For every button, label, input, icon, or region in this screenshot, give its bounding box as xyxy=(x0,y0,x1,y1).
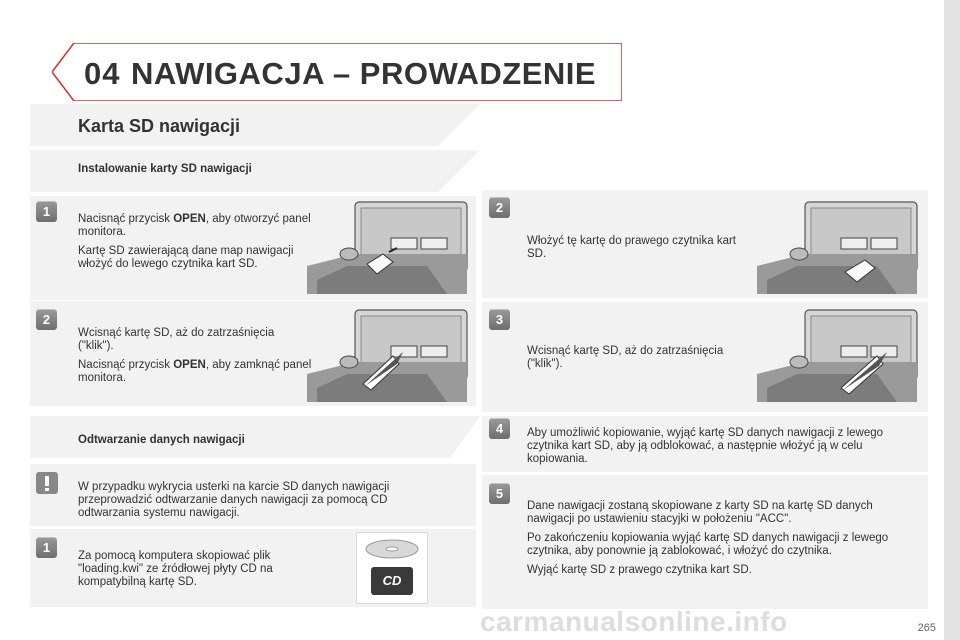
sd-push-right-illustration xyxy=(757,306,922,404)
install-step-2-text: Wcisnąć kartę SD, aż do zatrzaśnięcia ("klik"). Nacisnąć przycisk OPEN, aby zamknąć panel monitora. xyxy=(78,327,312,384)
copy-step-5-text: Dane nawigacji zostaną skopiowane z karty SD na kartę SD danych nawigacji po ustawieniu stacyjki w położeniu "ACC". Po zakończeniu kopiowania wyjąć kartę SD danych nawigacji z lewego czytnika, aby ponownie ją zablokować, i włożyć do czytnika. Wyjąć kartę SD z prawego czytnika kart SD. xyxy=(527,500,889,576)
step-2-badge: 2 xyxy=(36,309,57,330)
side-tab-bar xyxy=(944,0,960,640)
chapter-title: NAWIGACJA – PROWADZENIE xyxy=(131,56,597,91)
sd-insert-left-illustration xyxy=(307,198,472,296)
install-step-1-text: Nacisnąć przycisk OPEN, aby otworzyć panel monitora. Kartę SD zawierającą dane map nawigacji włożyć do lewego czytnika kart SD. xyxy=(78,213,311,270)
step-5-badge: 5 xyxy=(489,483,510,504)
chapter-number: 04 xyxy=(84,56,121,91)
warning-icon xyxy=(36,472,58,494)
copy-step-4-text: Aby umożliwić kopiowanie, wyjąć kartę SD danych nawigacji z lewego czytnika kart SD, aby ją odblokować, a następnie włożyć ją w celu kopiowania. xyxy=(527,427,884,465)
playback-warning-text: W przypadku wykrycia usterki na karcie SD danych nawigacji przeprowadzić odtwarzanie danych nawigacji za pomocą CD odtwarzania systemu nawigacji. xyxy=(78,481,390,519)
step-2-badge-copy: 2 xyxy=(489,197,510,218)
install-heading: Instalowanie karty SD nawigacji xyxy=(78,163,252,175)
playback-heading: Odtwarzanie danych nawigacji xyxy=(78,434,245,446)
copy-step-2-text: Włożyć tę kartę do prawego czytnika kart SD. xyxy=(527,235,736,260)
sd-push-left-illustration xyxy=(307,306,472,404)
cd-label: CD xyxy=(382,573,402,588)
watermark: carmanualsonline.info xyxy=(480,606,788,637)
step-1-badge: 1 xyxy=(36,201,57,222)
step-3-badge: 3 xyxy=(489,309,510,330)
cd-illustration xyxy=(356,532,428,604)
cd-disc-icon xyxy=(357,533,427,603)
copy-step-3-text: Wcisnąć kartę SD, aż do zatrzaśnięcia ("klik"). xyxy=(527,345,724,370)
step-1-badge-playback: 1 xyxy=(36,537,57,558)
page-number: 265 xyxy=(917,622,936,634)
step-4-badge: 4 xyxy=(489,418,510,439)
section-title: Karta SD nawigacji xyxy=(78,116,241,136)
sd-insert-right-illustration xyxy=(757,198,922,296)
playback-step-1-text: Za pomocą komputera skopiować plik "loading.kwi" ze źródłowej płyty CD na kompatybilną kartę SD. xyxy=(78,550,273,588)
